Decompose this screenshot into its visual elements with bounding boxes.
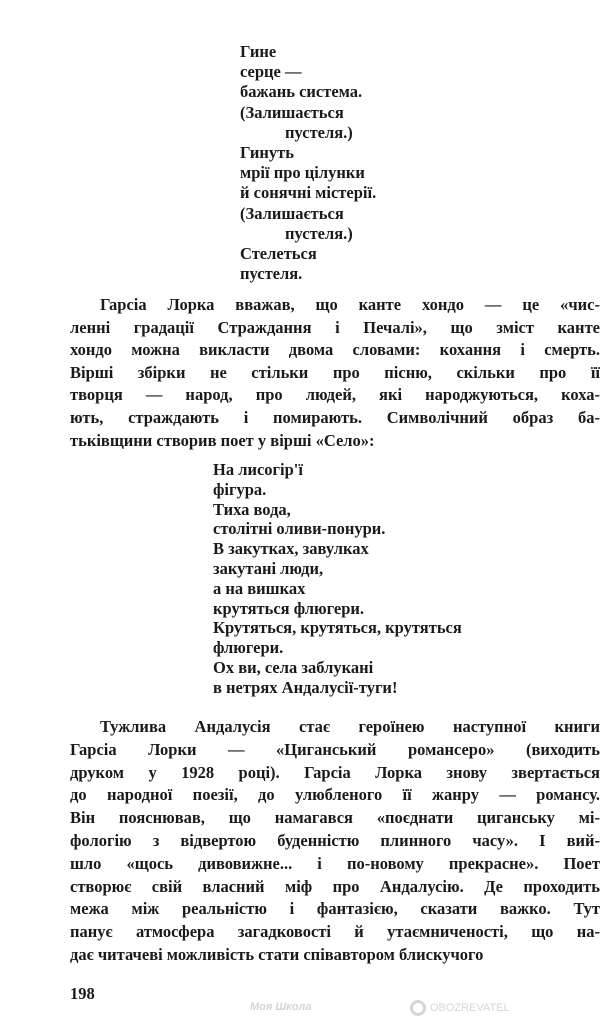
poem-line: Ох ви, села заблукані [213, 658, 374, 677]
watermark-brand-text: OBOZREVATEL [430, 1001, 510, 1014]
text-line: Тужлива Андалусія стає героїнею наступної книги [100, 717, 600, 736]
text-line: дає читачеві можливість стати співавтором блискучого [70, 945, 484, 964]
poem-line: Гине [240, 42, 277, 61]
watermark-logo-icon [410, 1000, 426, 1016]
text-line: шло «щось дивовижне... і по-новому прекрасне». Поет [70, 853, 600, 873]
watermark-school: Моя Школа [250, 1001, 312, 1013]
poem-line: фігура. [213, 479, 267, 499]
text-line: тьківщини створив поет у вірші «Село»: [70, 430, 375, 450]
poem-line: (Залишається [240, 102, 344, 122]
watermark-brand [410, 1000, 510, 1016]
poem-line: мрії про цілунки [240, 163, 365, 183]
poem-line: флюгери. [213, 638, 284, 658]
text-line: межа між реальністю і фантазією, сказати важко. Тут [70, 899, 600, 919]
text-line: друком у 1928 році). Гарсіа Лорка знову звертається [70, 762, 600, 782]
poem-line: серце — [240, 62, 302, 82]
page-number: 198 [70, 984, 95, 1003]
text-line: ленні градації Страждання і Печалі», що зміст канте [70, 317, 600, 337]
poem-line: пустеля.) [285, 122, 353, 142]
poem-line: Крутяться, крутяться, крутяться [213, 618, 462, 638]
text-line: ють, страждають і помирають. Символічний образ ба- [70, 408, 600, 427]
text-line: до народної поезії, до улюбленого її жанру — романсу. [70, 785, 600, 805]
poem-line: На лисогір'ї [213, 460, 303, 479]
text-line: фологію з відвертою буденністю плинного часу». І вий- [70, 831, 600, 850]
poem-line: закутані люди, [213, 559, 324, 578]
poem-line: Гинуть [240, 143, 294, 162]
text-line: хондо можна викласти двома словами: кохання і смерть. [70, 340, 600, 360]
text-line: панує атмосфера загадковості й утаємниченості, що на- [70, 922, 600, 942]
poem-line: пустеля.) [285, 223, 353, 243]
text-line: створює свій власний міф про Андалусію. Де проходить [70, 876, 600, 896]
poem-line: В закутках, завулках [213, 539, 369, 559]
text-line: Гарсіа Лорки — «Циганський романсеро» (виходить [70, 739, 600, 759]
poem-line: Стелеться [240, 244, 317, 263]
poem-line: столітні оливи-понури. [213, 519, 386, 539]
poem-line: (Залишається [240, 203, 344, 223]
poem-line: пустеля. [240, 264, 303, 284]
poem-line: й сонячні містерії. [240, 183, 377, 203]
poem-line: крутяться флюгери. [213, 598, 365, 618]
poem-line: а на вишках [213, 578, 306, 598]
text-line: Він пояснював, що намагався «поєднати циганську мі- [70, 808, 600, 828]
text-line: творця — народ, про людей, які народжуються, коха- [70, 385, 600, 405]
text-line: Гарсіа Лорка вважав, що канте хондо — це «чис- [100, 295, 600, 314]
poem-line: Тиха вода, [213, 499, 291, 519]
poem-line: в нетрях Андалусії-туги! [213, 677, 398, 697]
poem-line: бажань система. [240, 82, 363, 102]
text-line: Вірші збірки не стільки про пісню, скільки про її [70, 362, 600, 382]
